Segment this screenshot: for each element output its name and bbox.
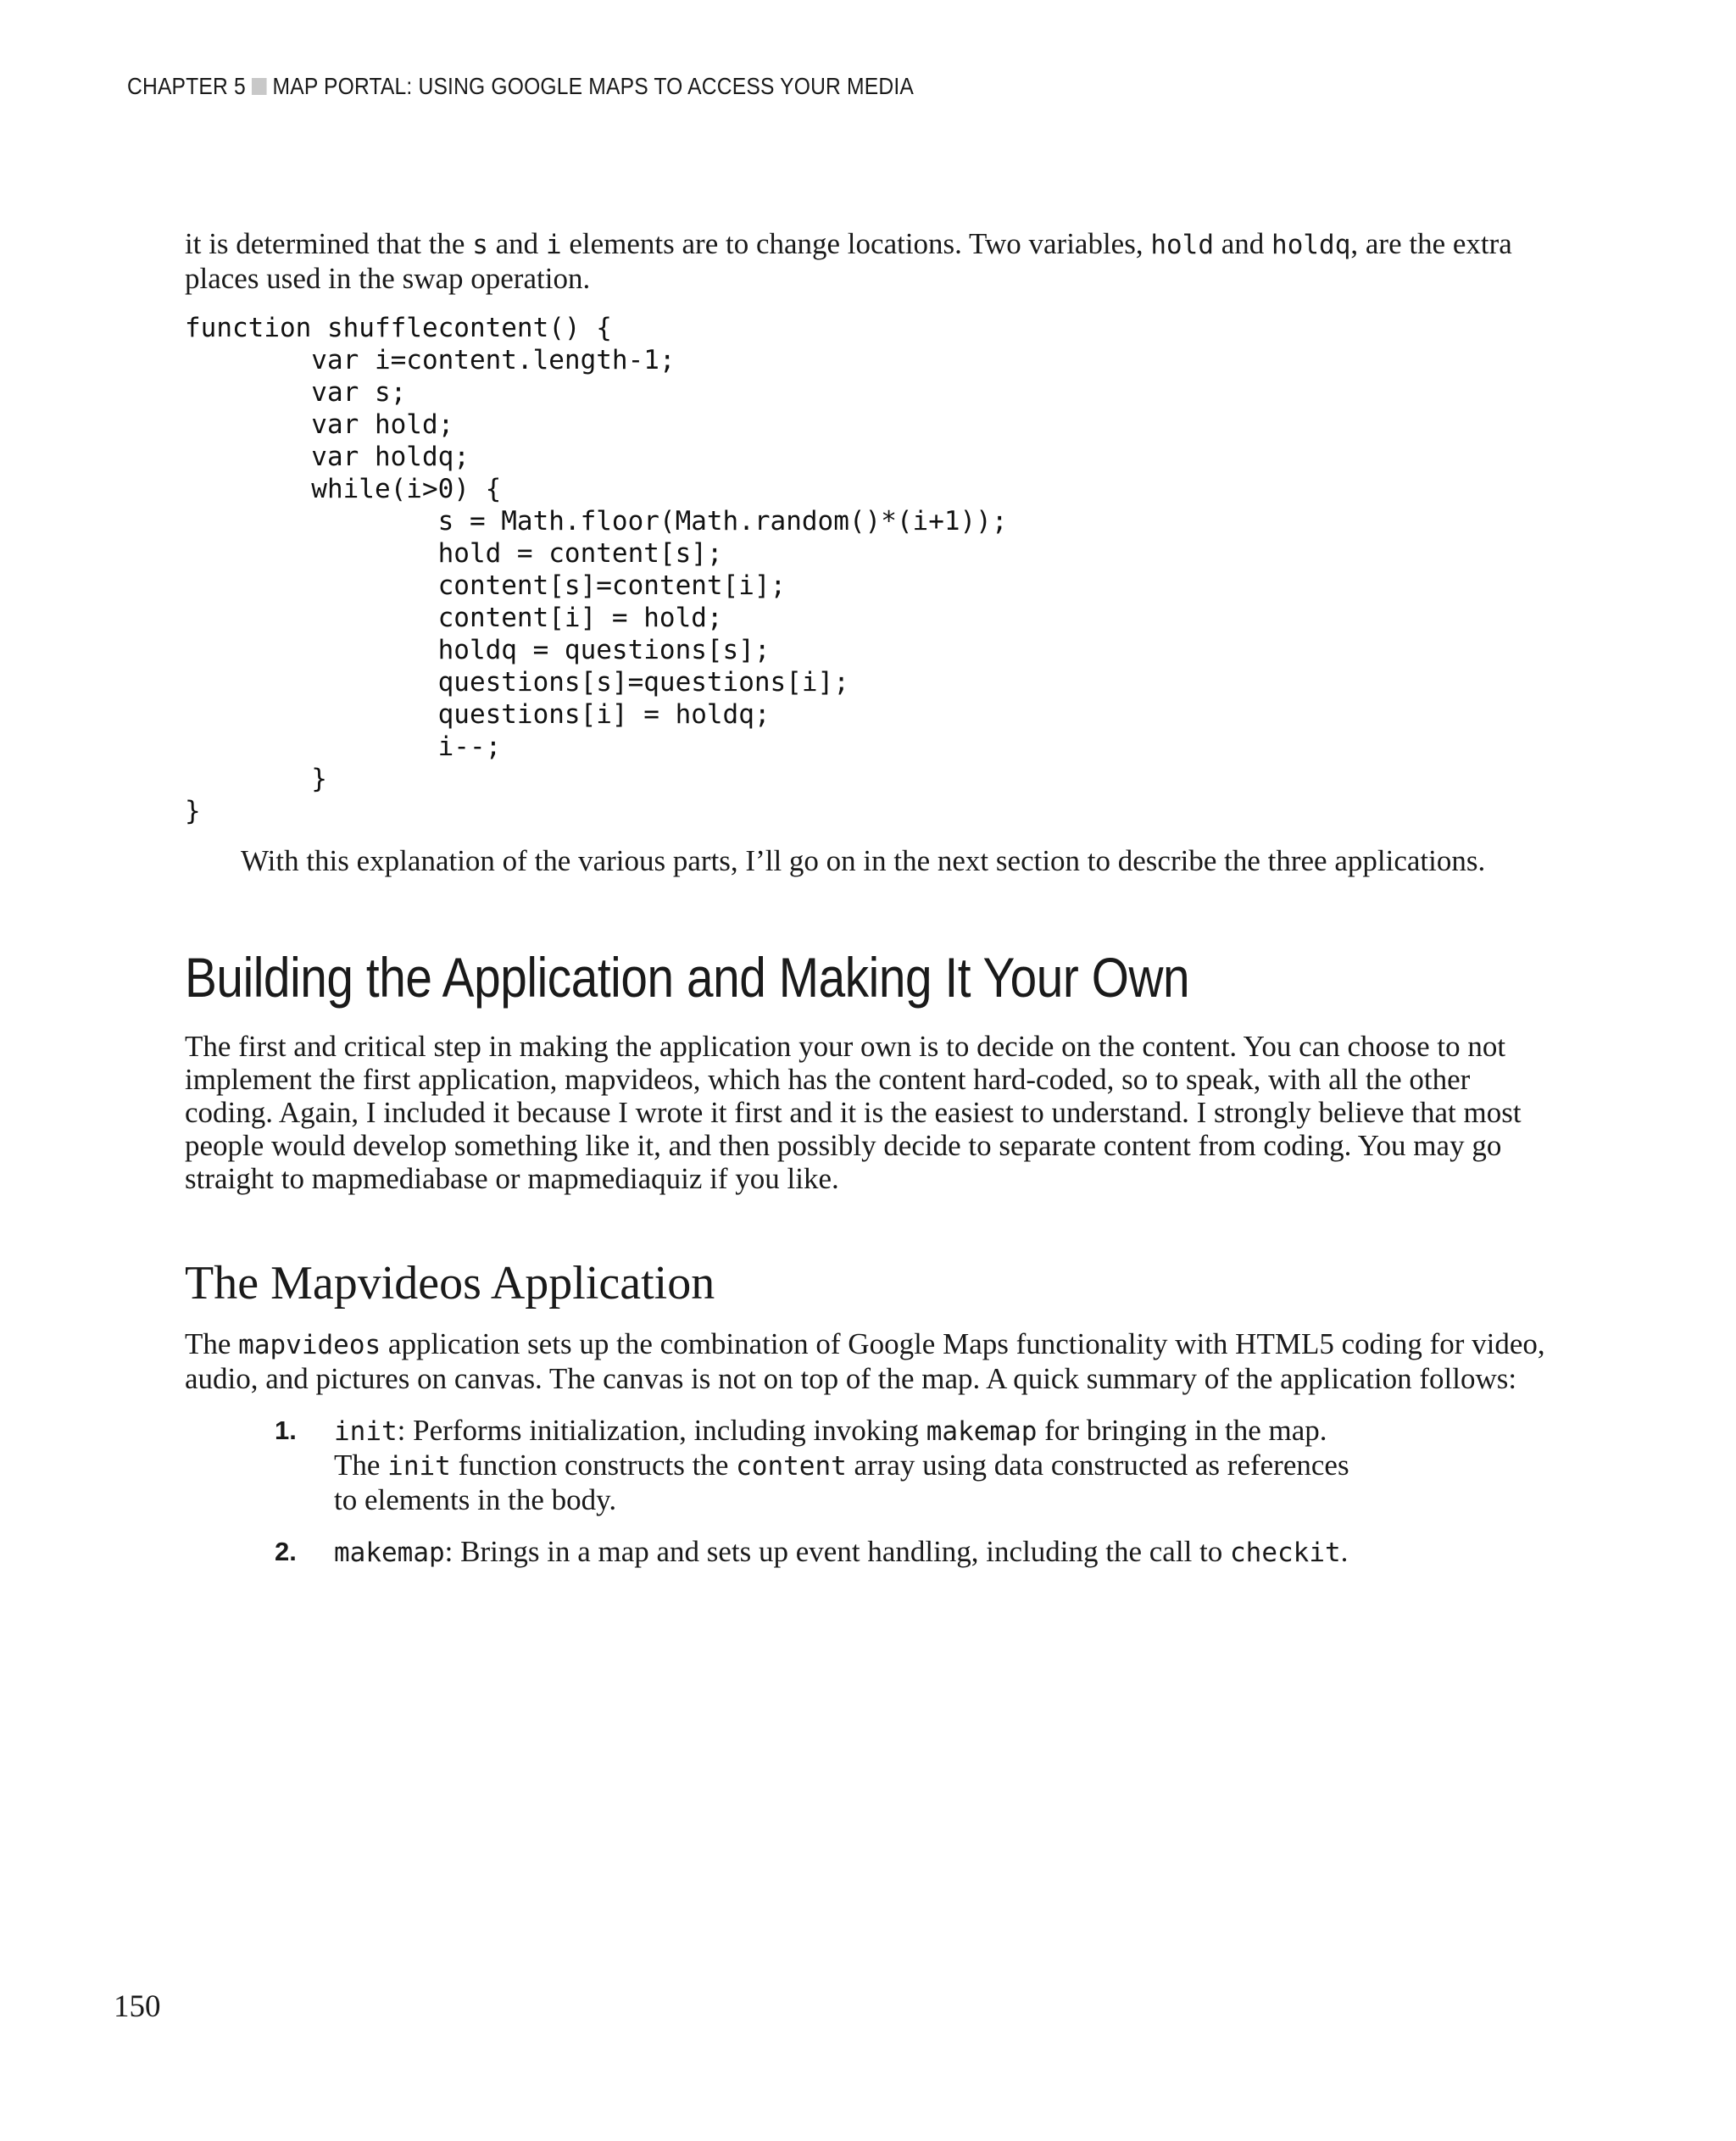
paragraph-text: application sets up the combination of Google Maps functionality with HTML5 coding for video, audio, and pictures on canvas. The canvas is not on top of the map. A quick summary of the application follows: (185, 1327, 1545, 1395)
inline-code: mapvideos (238, 1330, 381, 1360)
inline-code: s (472, 230, 488, 260)
list-item (185, 1535, 1351, 1570)
chapter-title: MAP PORTAL: USING GOOGLE MAPS TO ACCESS YOUR MEDIA (272, 73, 914, 99)
subsection-heading: The Mapvideos Application (185, 1257, 715, 1310)
code-line: i--; (185, 731, 502, 762)
code-line: } (185, 764, 327, 794)
steps-list (185, 1414, 1550, 1570)
item-text: function constructs the (450, 1449, 737, 1482)
code-line: questions[s]=questions[i]; (185, 667, 849, 698)
intro-text: elements are to change locations. Two variables, (561, 227, 1151, 260)
after-code-paragraph: With this explanation of the various parts, I’ll go on in the next section to describe the three applications. (241, 844, 1486, 877)
intro-text: it is determined that the (185, 227, 473, 260)
code-line: var hold; (185, 409, 454, 440)
code-line: hold = content[s]; (185, 538, 723, 569)
intro-text: , are the extra places used in the swap operation. (185, 227, 1512, 295)
inline-code: i (545, 230, 562, 260)
inline-code: init (334, 1416, 398, 1447)
item-text: . (1340, 1535, 1349, 1568)
inline-code: content (736, 1451, 847, 1482)
running-head (127, 73, 914, 100)
code-line: var i=content.length-1; (185, 345, 676, 375)
intro-text: and (1214, 227, 1272, 260)
page-content (185, 227, 1550, 1588)
inline-code: makemap (926, 1416, 1038, 1447)
chapter-label: CHAPTER 5 (127, 73, 246, 99)
code-line: s = Math.floor(Math.random()*(i+1)); (185, 506, 1008, 537)
inline-code: holdq (1271, 230, 1351, 260)
list-item (185, 1414, 1351, 1516)
code-line: while(i>0) { (185, 474, 502, 504)
section-heading: Building the Application and Making It Your Own (185, 946, 1190, 1009)
code-line: holdq = questions[s]; (185, 635, 771, 665)
list-number: 2. (275, 1537, 297, 1566)
code-listing (185, 312, 1550, 827)
item-text: for bringing in the map. The (334, 1414, 1327, 1482)
intro-text: and (487, 227, 546, 260)
section-paragraph: The first and critical step in making the application your own is to decide on the content. You can choose to not implement the first application, mapvideos, which has the content hard-coded, so to speak, with all the other coding. Again, I included it because I wrote it first and it is the easiest to understand. I strongly believe that most people would develop something like it, and then possibly decide to separate content from coding. You may go straight to mapmediabase or mapmediaquiz if you like. (185, 1030, 1522, 1195)
inline-code: checkit (1230, 1538, 1341, 1568)
subsection-paragraph (185, 1327, 1550, 1395)
code-line: var s; (185, 377, 407, 408)
intro-paragraph (185, 227, 1550, 295)
item-text: : Brings in a map and sets up event handling, including the call to (444, 1535, 1231, 1568)
list-number: 1. (275, 1415, 297, 1445)
code-line: questions[i] = holdq; (185, 699, 771, 730)
code-line: function shufflecontent() { (185, 313, 612, 343)
item-text: array using data constructed as references to elements in the body. (334, 1449, 1349, 1516)
item-text: : Performs initialization, including invoking (397, 1414, 926, 1447)
paragraph-text: The (185, 1327, 239, 1360)
code-line: var holdq; (185, 442, 470, 472)
code-line: } (185, 796, 201, 826)
inline-code: init (387, 1451, 451, 1482)
code-line: content[i] = hold; (185, 603, 723, 633)
inline-code: hold (1150, 230, 1214, 260)
separator-square-icon (252, 78, 267, 95)
inline-code: makemap (334, 1538, 445, 1568)
code-line: content[s]=content[i]; (185, 570, 787, 601)
page-number: 150 (114, 1989, 161, 2024)
